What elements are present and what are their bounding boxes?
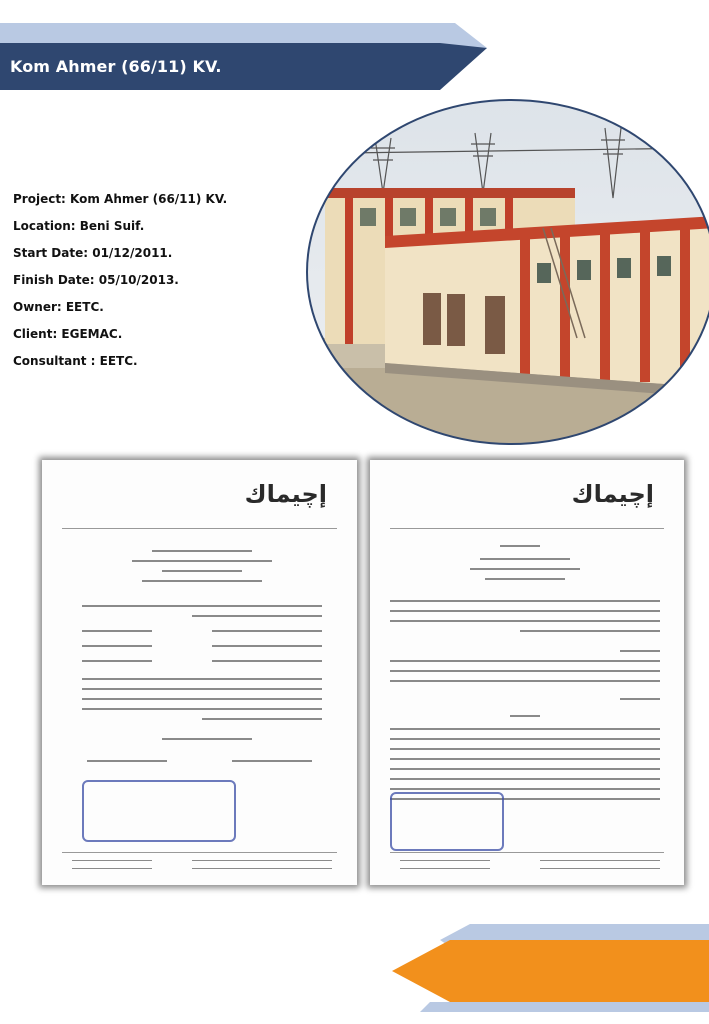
text-line bbox=[390, 728, 660, 730]
text-line bbox=[390, 768, 660, 770]
text-line bbox=[390, 620, 660, 622]
header-banner bbox=[0, 0, 709, 110]
text-line bbox=[82, 645, 152, 647]
text-line bbox=[132, 560, 272, 562]
footer-banner bbox=[0, 900, 709, 1024]
text-line bbox=[162, 570, 242, 572]
text-line bbox=[620, 650, 660, 652]
text-line bbox=[142, 580, 262, 582]
text-line bbox=[162, 738, 252, 740]
text-line bbox=[82, 688, 322, 690]
text-line bbox=[192, 615, 322, 617]
company-stamp bbox=[390, 792, 504, 851]
egemac-logo: إچيماك bbox=[571, 480, 654, 508]
text-line bbox=[202, 718, 322, 720]
footer-text-line bbox=[72, 868, 152, 869]
location-line: Location: Beni Suif. bbox=[13, 219, 145, 233]
divider bbox=[390, 852, 664, 853]
text-line bbox=[390, 600, 660, 602]
footer-text-line bbox=[72, 860, 152, 861]
text-line bbox=[485, 578, 565, 580]
client-line: Client: EGEMAC. bbox=[13, 327, 123, 341]
text-line bbox=[470, 568, 580, 570]
owner-line: Owner: EETC. bbox=[13, 300, 104, 314]
text-line bbox=[510, 715, 540, 717]
text-line bbox=[390, 758, 660, 760]
text-line bbox=[390, 680, 660, 682]
text-line bbox=[152, 550, 252, 552]
divider bbox=[62, 528, 337, 529]
footer-text-line bbox=[540, 868, 660, 869]
footer-blue-stripe-lower bbox=[420, 1002, 709, 1012]
consultant-line: Consultant : EETC. bbox=[13, 354, 138, 368]
text-line bbox=[82, 605, 322, 607]
text-line bbox=[390, 738, 660, 740]
project-line: Project: Kom Ahmer (66/11) KV. bbox=[13, 192, 228, 206]
text-line bbox=[390, 788, 660, 790]
text-line bbox=[390, 610, 660, 612]
text-line bbox=[212, 645, 322, 647]
text-line bbox=[82, 698, 322, 700]
footer-text-line bbox=[192, 860, 332, 861]
company-stamp bbox=[82, 780, 236, 842]
footer-orange-stripe bbox=[392, 940, 709, 1002]
handover-document-right bbox=[370, 460, 684, 885]
footer-text-line bbox=[540, 860, 660, 861]
text-line bbox=[212, 630, 322, 632]
text-line bbox=[82, 660, 152, 662]
text-line bbox=[82, 630, 152, 632]
divider bbox=[62, 852, 337, 853]
text-line bbox=[620, 698, 660, 700]
page-title: Kom Ahmer (66/11) KV. bbox=[10, 57, 222, 76]
handover-document-left bbox=[42, 460, 357, 885]
text-line bbox=[390, 778, 660, 780]
start-date-line: Start Date: 01/12/2011. bbox=[13, 246, 173, 260]
footer-text-line bbox=[400, 868, 490, 869]
egemac-logo: إچيماك bbox=[244, 480, 327, 508]
text-line bbox=[87, 760, 167, 762]
text-line bbox=[390, 660, 660, 662]
finish-date-line: Finish Date: 05/10/2013. bbox=[13, 273, 179, 287]
project-info-list bbox=[13, 186, 227, 375]
footer-text-line bbox=[192, 868, 332, 869]
text-line bbox=[500, 545, 540, 547]
divider bbox=[390, 528, 664, 529]
text-line bbox=[520, 630, 660, 632]
text-line bbox=[390, 670, 660, 672]
text-line bbox=[232, 760, 312, 762]
text-line bbox=[212, 660, 322, 662]
footer-text-line bbox=[400, 860, 490, 861]
substation-photo bbox=[305, 98, 709, 446]
text-line bbox=[480, 558, 570, 560]
text-line bbox=[82, 708, 322, 710]
text-line bbox=[390, 748, 660, 750]
text-line bbox=[82, 678, 322, 680]
